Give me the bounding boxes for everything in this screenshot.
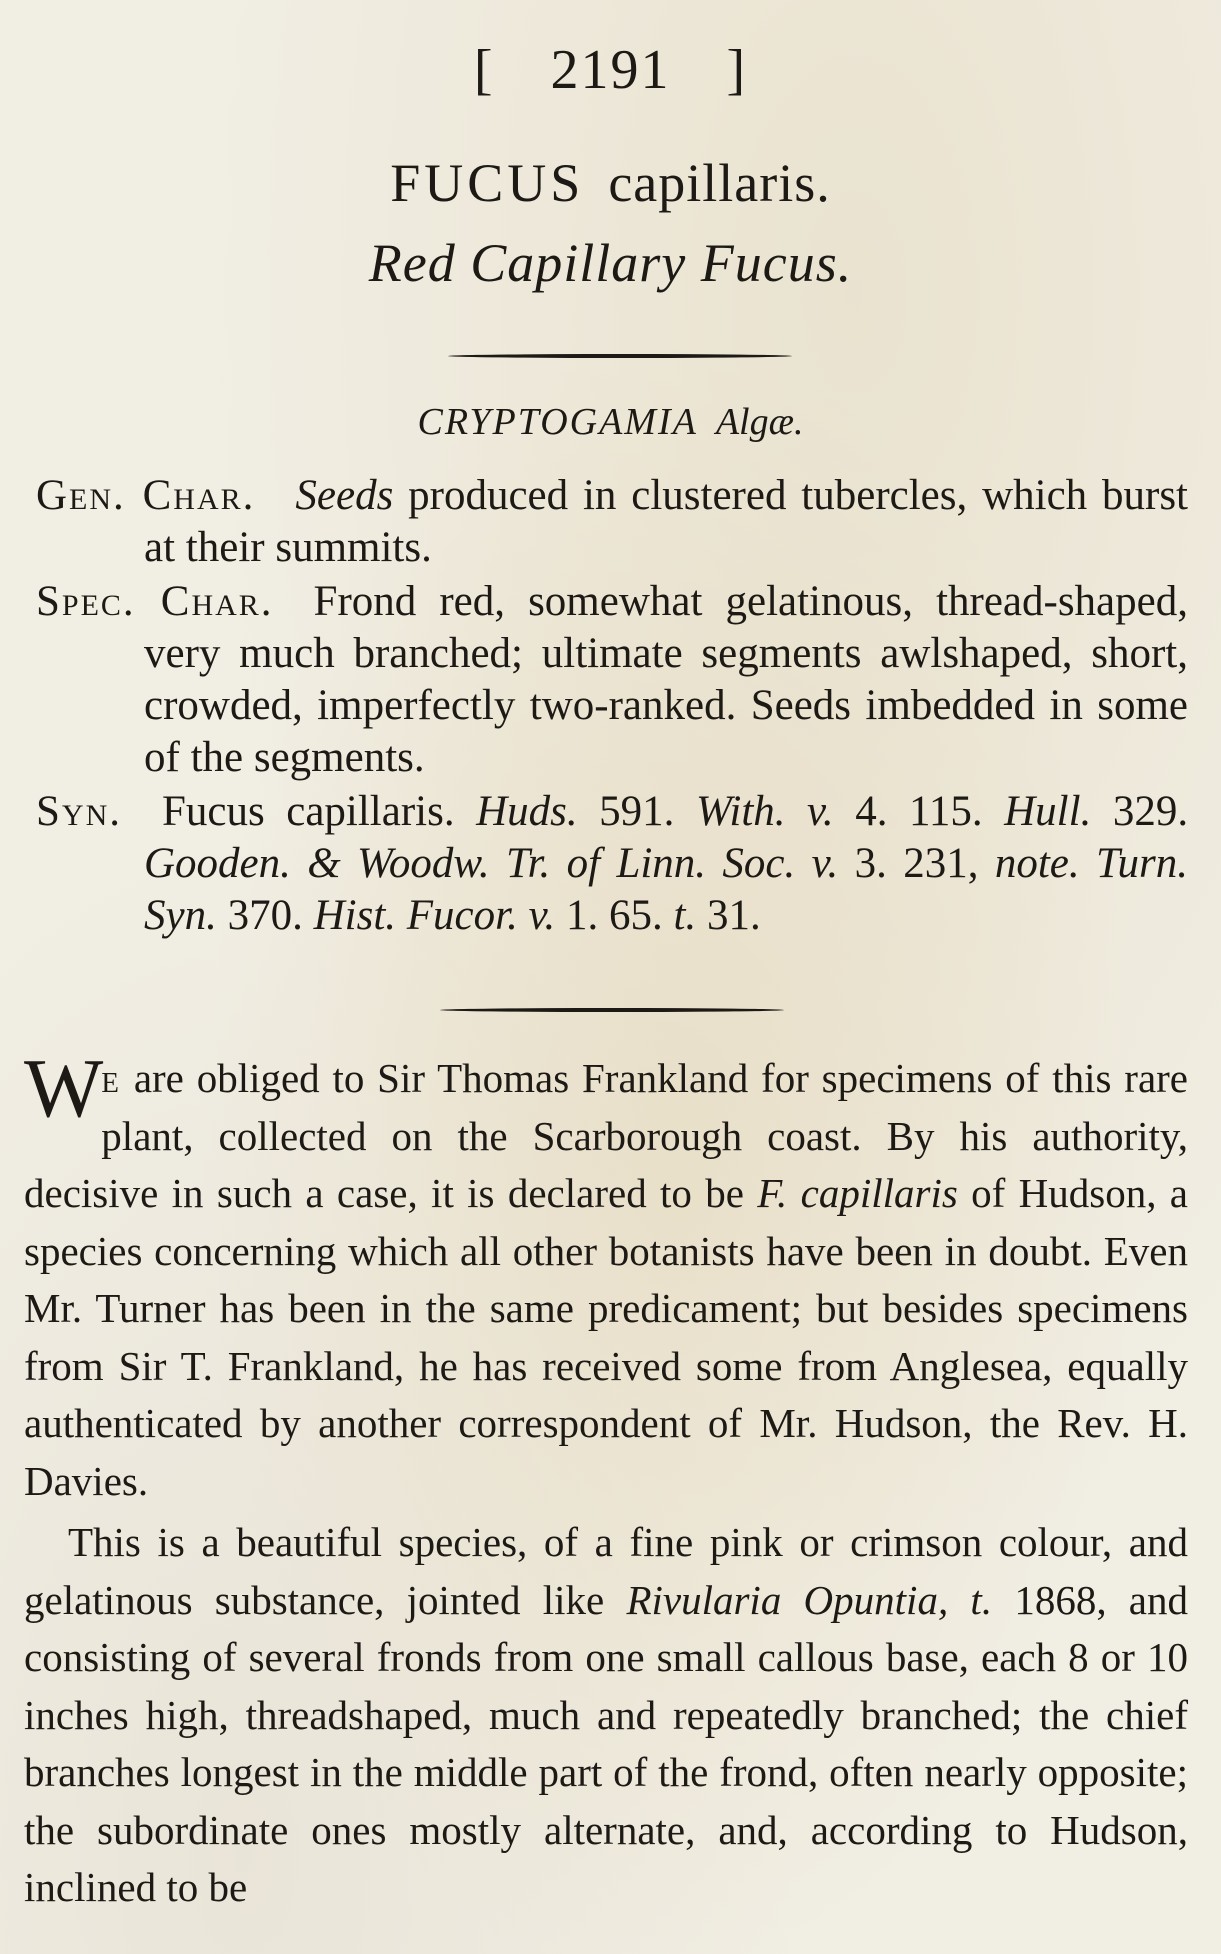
classification: [0, 400, 1221, 444]
syn-ref: Gooden. & Woodw. Tr. of Linn. Soc. v.: [144, 840, 839, 887]
ornamental-rule: [440, 1008, 784, 1012]
syn-label: Syn.: [36, 788, 122, 835]
page-number: [ 2191 ]: [473, 39, 748, 101]
syn-ref-num: 31.: [706, 892, 761, 939]
syn-ref-num: 1. 65.: [566, 892, 663, 939]
characters-block: [36, 470, 1188, 944]
ornamental-rule: [448, 354, 792, 358]
syn-ref: note. Turn. Syn.: [144, 840, 1188, 939]
paragraph-2: [24, 1514, 1188, 1917]
syn-ref-num: 591.: [599, 788, 675, 835]
drop-cap-rest: e: [101, 1055, 122, 1101]
gen-char-text: produced in clustered tubercles, which burst at their summits.: [144, 472, 1188, 571]
syn-ref-num: 329.: [1112, 788, 1189, 835]
class-name: CRYPTOGAMIA: [417, 401, 698, 443]
order-name: Algæ.: [715, 401, 804, 443]
syn-ref: With. v.: [695, 788, 834, 835]
paragraph-text: of Hudson, a species concerning which all other botanists have been in doubt. Even Mr. Turner has been in the same predicament; but besides specimens from Sir T. Frankland, he has received some from Anglesea, equally authenticated by another correspondent of Mr. Hudson, the Rev. H. Davies.: [24, 1170, 1189, 1504]
syn-ref: t.: [673, 892, 697, 939]
gen-char-label: Gen. Char.: [36, 472, 256, 519]
synonymy-entry: [36, 786, 1188, 942]
common-name: Red Capillary Fucus.: [368, 233, 853, 293]
paragraph-1: [24, 1042, 1189, 1510]
species-name: capillaris.: [608, 153, 831, 213]
paragraph-text: are obliged to Sir Thomas Frankland for specimens of this rare plant, collected on the Scarborough coast. By his authority, decisive in such a case, it is declared to be: [24, 1055, 1188, 1216]
gen-char-italic: Seeds: [295, 472, 394, 519]
syn-ref-num: 3. 231,: [854, 840, 979, 887]
drop-cap: W: [24, 1042, 98, 1135]
genus-name: FUCUS: [390, 153, 585, 213]
paragraph-text: 1868, and consisting of several fronds from one small callous base, each 8 or 10 inches high, threadshaped, much and repeatedly branched; the chief branches longest in the middle part of the frond, often nearly opposite; the subordinate ones mostly alternate, and, according to Hudson, inclined to be: [24, 1576, 1188, 1910]
spec-char-label: Spec. Char.: [36, 578, 274, 625]
syn-ref: Hull.: [1004, 788, 1092, 835]
gen-char-entry: [36, 470, 1188, 574]
syn-ref: Hist. Fucor. v.: [313, 892, 556, 939]
spec-char-text: Frond red, somewhat gelatinous, thread-shaped, very much branched; ultimate segments awlshaped, short, crowded, imperfectly two-ranked. Seeds imbedded in some of the segments.: [144, 578, 1188, 781]
syn-ref: Huds.: [476, 788, 578, 835]
paragraph-text: This is a beautiful species, of a fine pink or crimson colour, and gelatinous substance, jointed like: [24, 1519, 1188, 1623]
paragraph-italic: Rivularia Opuntia, t.: [626, 1576, 993, 1623]
description-body: [24, 1042, 1189, 1917]
syn-ref-num: 370.: [227, 892, 303, 939]
species-title: [0, 152, 1221, 214]
syn-ref-num: 4. 115.: [855, 788, 983, 835]
syn-name: Fucus capillaris.: [162, 788, 455, 835]
spec-char-entry: [36, 576, 1188, 784]
paragraph-italic: F. capillaris: [757, 1170, 958, 1216]
